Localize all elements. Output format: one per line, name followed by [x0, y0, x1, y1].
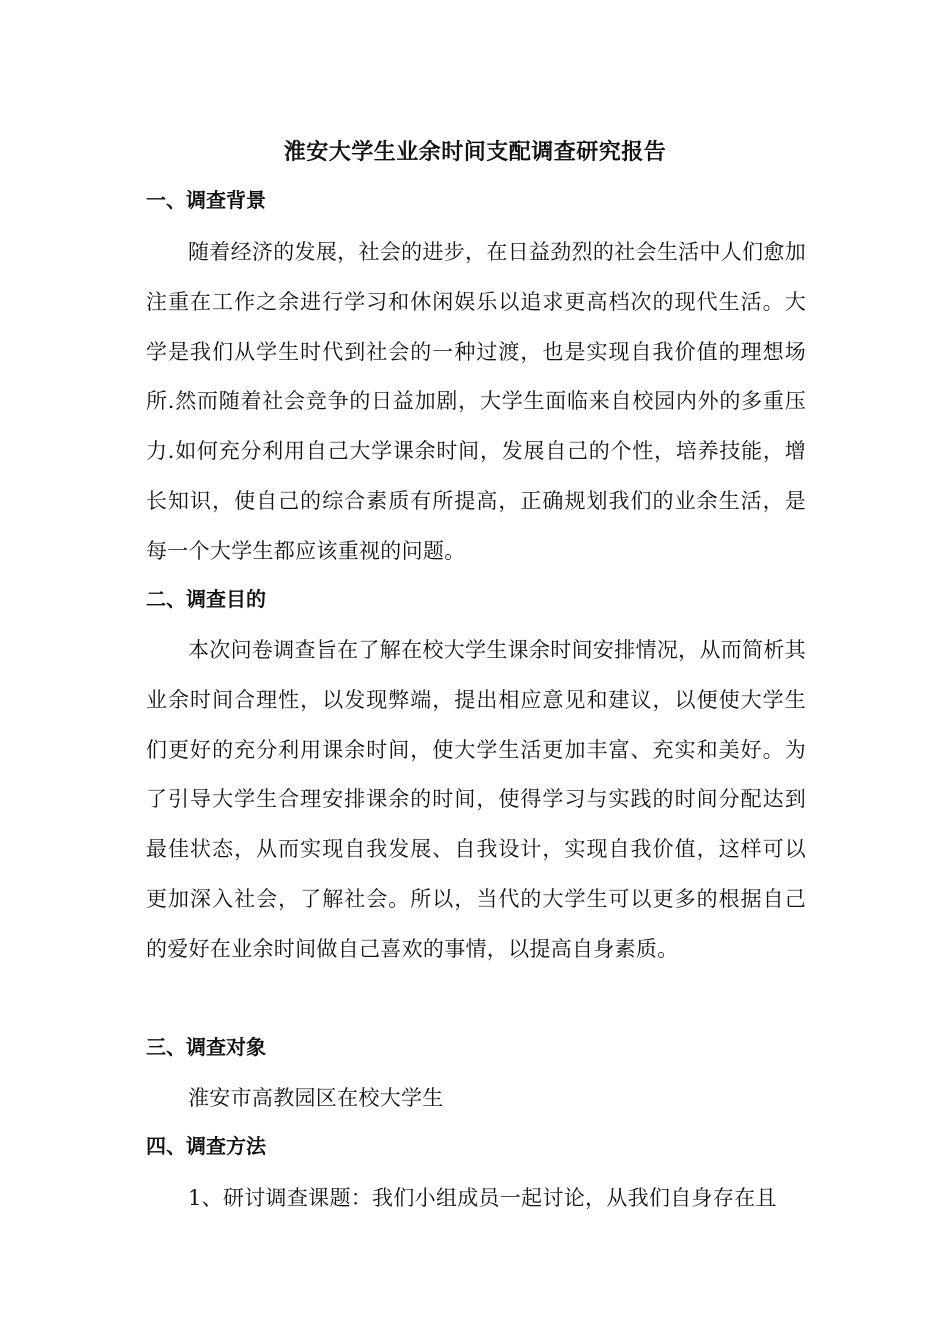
section-heading-subjects: 三、调查对象 [146, 1035, 266, 1059]
section-heading-purpose: 二、调查目的 [146, 587, 266, 611]
section-heading-method: 四、调查方法 [146, 1134, 266, 1158]
section-paragraph-method: 1、研讨调查课题：我们小组成员一起讨论，从我们自身存在且 [188, 1186, 777, 1210]
document-title: 淮安大学生业余时间支配调查研究报告 [283, 140, 667, 165]
section-heading-background: 一、调查背景 [146, 188, 266, 212]
section-paragraph-purpose: 本次问卷调查旨在了解在校大学生课余时间安排情况，从而简析其业余时间合理性，以发现弊端，提出相应意见和建议，以便使大学生们更好的充分利用课余时间，使大学生活更加丰富、充实和美好。为了引导大学生合理安排课余的时间，使得学习与实践的时间分配达到最佳状态，从而实现自我发展、自我设计，实现自我价值，这样可以更加深入社会，了解社会。所以，当代的大学生可以更多的根据自己的爱好在业余时间做自己喜欢的事情，以提高自身素质。 [146, 638, 806, 961]
section-paragraph-background: 随着经济的发展，社会的进步，在日益劲烈的社会生活中人们愈加注重在工作之余进行学习和休闲娱乐以追求更高档次的现代生活。大学是我们从学生时代到社会的一种过渡，也是实现自我价值的理想场所.然而随着社会竞争的日益加剧，大学生面临来自校园内外的多重压力.如何充分利用自己大学课余时间，发展自己的个性，培养技能，增长知识，使自己的综合素质有所提高，正确规划我们的业余生活，是每一个大学生都应该重视的问题。 [146, 240, 806, 563]
section-paragraph-subjects: 淮安市高教园区在校大学生 [188, 1086, 444, 1110]
